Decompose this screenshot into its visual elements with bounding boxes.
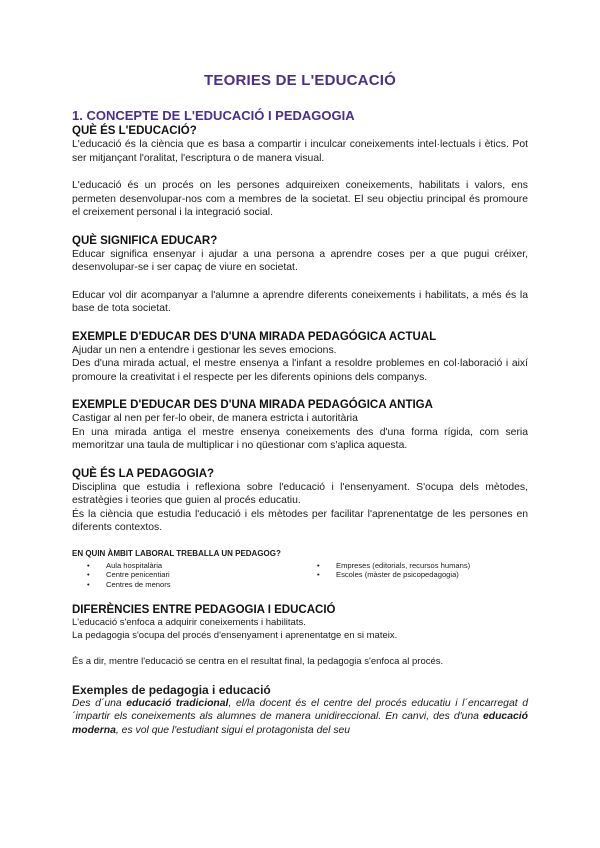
heading-what-is-education: QUÈ ÉS L'EDUCACIÓ? — [72, 125, 197, 137]
emphasis-traditional: educació tradicional — [126, 697, 229, 709]
heading-examples: Exemples de pedagogia i educació — [72, 682, 271, 697]
paragraph: En una mirada antiga el mestre ensenya coneixements des d'una forma rígida, com seria memoritzar una taula de multiplicar i no qüestionar com s'aplica aquesta. — [72, 426, 528, 451]
heading-what-means-educate: QUÈ SIGNIFICA EDUCAR? — [72, 234, 218, 247]
heading-work-fields: EN QUIN ÀMBIT LABORAL TREBALLA UN PEDAGOG? — [72, 548, 281, 558]
paragraph: És a dir, mentre l'educació se centra en el resultat final, la pedagogia s'enfoca al procés. — [72, 656, 444, 668]
heading-example-current: EXEMPLE D'EDUCAR DES D'UNA MIRADA PEDAGÓGICA ACTUAL — [72, 330, 437, 343]
paragraph: Educar vol dir acompanyar a l'alumne a aprendre diferents coneixements i habilitats, a més és la base de tota societat. — [72, 289, 528, 314]
list-item: • Escoles (màster de psicopedagogia) — [336, 570, 528, 580]
paragraph: La pedagogia s'ocupa del procés d'ensenyament i aprenentatge en si mateix. — [72, 629, 398, 641]
section-heading: 1. CONCEPTE DE L'EDUCACIÓ I PEDAGOGIA — [72, 108, 355, 123]
text-run: , es vol que l'estudiant sigui el protagonista del seu — [115, 724, 351, 736]
paragraph: L'educació és la ciència que es basa a compartir i inculcar coneixements intel·lectuals i ètics. Pot ser mitjançant l'oralitat, l'escriptura o de manera visual. — [72, 139, 528, 164]
list-item: • Aula hospitalària — [106, 561, 302, 571]
text-run: , el/la docent és el centre del procés educatiu i l´encarregat d´impartir els coneixements als alumnes de manera unidireccional. En canvi, des d'una — [72, 697, 528, 723]
paragraph: Disciplina que estudia i reflexiona sobre l'educació i l'ensenyament. S'ocupa dels mètodes, estratègies i teories que guien al procés educatiu. — [72, 481, 528, 506]
document-body — [72, 108, 528, 737]
heading-example-old: EXEMPLE D'EDUCAR DES D'UNA MIRADA PEDAGÓGICA ANTIGA — [72, 399, 433, 411]
paragraph: És la ciència que estudia l'educació i els mètodes per facilitar l'aprenentatge de les persones en diferents contextos. — [72, 508, 528, 533]
text-run: Des d´una — [72, 697, 127, 709]
page-title: TEORIES DE L'EDUCACIÓ — [204, 72, 396, 89]
examples-paragraph — [72, 697, 528, 738]
list-item: • Centre penicentiari — [106, 570, 302, 580]
heading-differences: DIFERÈNCIES ENTRE PEDAGOGIA I EDUCACIÓ — [72, 604, 336, 617]
paragraph: Educar significa ensenyar i ajudar a una persona a aprendre coses per a que pugui créixer, desenvolupar-se i ser capaç de viure en societat. — [72, 248, 528, 273]
heading-what-is-pedagogy: QUÈ ÉS LA PEDAGOGIA? — [72, 467, 215, 480]
emphasis-modern: educació moderna — [72, 711, 528, 736]
paragraph: Ajudar un nen a entendre i gestionar les seves emocions. — [72, 344, 337, 356]
paragraph: Des d'una mirada actual, el mestre ensenya a l'infant a resoldre problemes en col·laboració i així promoure la creativitat i el respecte per les diferents opinions dels companys. — [72, 358, 528, 383]
list-item: • Centres de menors — [106, 580, 302, 590]
paragraph: L'educació és un procés on les persones adquireixen coneixements, habilitats i valors, ens permeten desenvolupar-nos com a membres de la societat. El seu objectiu principal és promoure el creixement personal i la integració social. — [72, 180, 528, 218]
paragraph: L'educació s'enfoca a adquirir coneixements i habilitats. — [72, 617, 306, 629]
paragraph: Castigar al nen per fer-lo obeir, de manera estricta i autoritària — [72, 413, 358, 424]
list-item: • Empreses (editorials, recursos humans) — [336, 561, 528, 571]
work-fields-list — [72, 561, 528, 590]
